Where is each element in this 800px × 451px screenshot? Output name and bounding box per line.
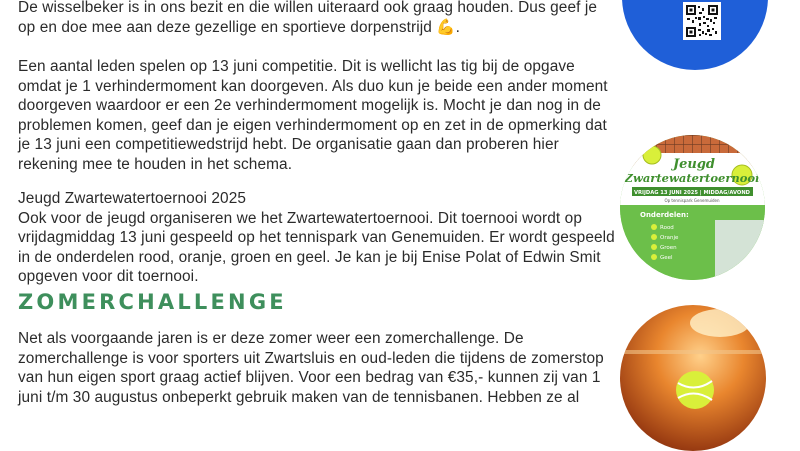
qr-code-icon[interactable] <box>683 2 721 40</box>
flyer-item-groen: Groen <box>660 245 677 251</box>
paragraph-competitie: Een aantal leden spelen op 13 juni competitie. Dit is wellicht las tig bij de opgave omdat je 1 verhindermoment kan doorgeven. Als duo kun je beide een ander moment doorgeven waardoor er een 2e verhindermoment mogelijk is. Mocht je dan nog in de problemen komen, geef dan je eigen verhindermoment op en zet in de opmerking dat je 13 juni een competitiewedstrijd hebt. De organisatie gaan dan proberen hier rekening mee te houden in het schema. <box>18 58 608 173</box>
flyer-onderdelen-label: Onderdelen: <box>640 211 689 219</box>
paragraph-zomerchallenge: Net als voorgaande jaren is er deze zomer weer een zomerchallenge. De zomerchallenge is voor sporters uit Zwartsluis en oud-leden die tijdens de zomerstop van hun eigen sport graag actief blijven. Voor een bedrag van €35,- kunnen zij van 1 juni t/m 30 augustus onbeperkt gebruik maken van de tennisbanen. Hebben ze al <box>18 330 604 406</box>
flyer-title-line1: Jeugd <box>672 157 716 172</box>
flyer-item-rood: Rood <box>660 225 674 231</box>
flyer-item-oranje: Oranje <box>660 235 679 241</box>
flyer-date: VRIJDAG 13 JUNI 2025 | MIDDAG/AVOND <box>634 190 750 196</box>
paragraph-wisselbeker: De wisselbeker is in ons bezit en die willen uiteraard ook graag houden. Dus geef je op en doe mee aan deze gezellige en sportieve dorpenstrijd 💪. <box>18 0 598 36</box>
flyer-graphic <box>620 135 765 280</box>
flyer-title-line2: Zwartewatertoernooi <box>624 171 760 185</box>
jeugd-flyer <box>620 135 765 280</box>
tennis-ball-photo-icon <box>620 305 766 451</box>
tennis-ball-icon <box>643 146 661 164</box>
paragraph-jeugd: Ook voor de jeugd organiseren we het Zwartewatertoernooi. Dit toernooi wordt op vrijdagmiddag 13 juni gespeeld op het tennispark van Genemuiden. Er wordt gespeeld in de onderdelen rood, oranje, groen en geel. Je kan je bij Enise Polat of Edwin Smit opgeven voor dit toernooi. <box>18 209 615 286</box>
flyer-item-geel: Geel <box>660 255 673 261</box>
tennis-photo <box>620 305 766 451</box>
jeugd-subtitle: Jeugd Zwartewatertoernooi 2025 <box>18 190 247 207</box>
section-title-zomerchallenge: ZOMERCHALLENGE <box>18 290 287 314</box>
flyer-subline: Op tennispark Genemuiden <box>664 198 720 203</box>
jeugd-section <box>18 189 618 287</box>
